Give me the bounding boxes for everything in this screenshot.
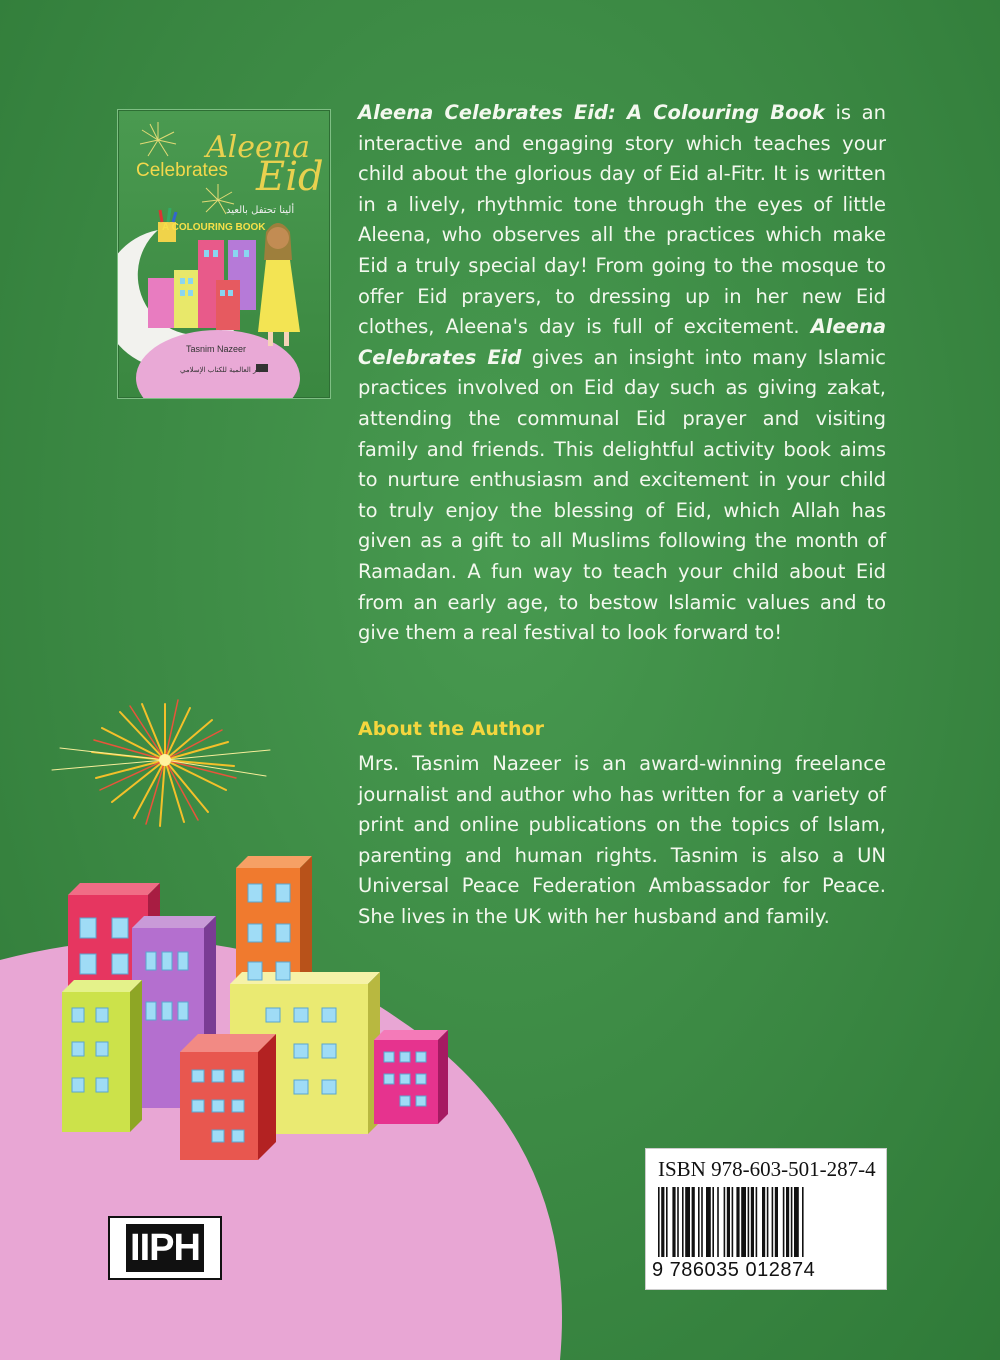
thumbnail-arabic-title: ألينا تحتفل بالعيد (226, 205, 295, 216)
isbn-barcode (645, 1148, 887, 1290)
description-book-title-2: Aleena Celebrates Eid (358, 315, 886, 369)
thumbnail-author: Tasnim Nazeer (186, 344, 247, 354)
description-text-part-1: is an interactive and engaging story which teaches your child about the glorious day of Eid al-Fitr. It is written in a lively, rhythmic tone through the eyes of little Aleena, who observes all the practices which make Eid a truly special day! From going to the mosque to offer Eid prayers, to dressing up in her new Eid clothes, Aleena's day is full of excitement. (358, 101, 886, 339)
firework-burst (52, 700, 270, 826)
thumbnail-publisher-arabic: الدار العالمية للكتاب الإسلامي (180, 366, 267, 374)
about-author-heading: About the Author (358, 718, 544, 740)
isbn-label: ISBN 978-603-501-287-4 (658, 1157, 876, 1181)
description-text-part-2: gives an insight into many Islamic practices involved on Eid day such as giving zakat, attending the communal Eid prayer and visiting family and friends. This delightful activity book aims to nurture enthusiasm and excitement in your child to truly enjoy the blessing of Eid, which Allah has given as a gift to all Muslims following the month of Ramadan. A fun way to teach your child about Eid from an early age, to bestow Islamic values and to give them a real festival to look forward to! (358, 345, 886, 645)
city-illustration (0, 690, 600, 1360)
thumbnail-title-line-1: Aleena (206, 130, 310, 165)
building-coral (180, 1034, 276, 1160)
thumbnail-title-line-2: Celebrates (136, 160, 228, 181)
front-cover-thumbnail (117, 109, 331, 399)
book-description (358, 98, 886, 649)
publisher-logo (108, 1216, 222, 1280)
thumbnail-title-line-3: Eid (256, 154, 324, 200)
thumbnail-subtitle: A COLOURING BOOK (162, 222, 266, 233)
about-author-text: Mrs. Tasnim Nazeer is an award-winning freelance journalist and author who has written for a variety of print and online publications on the topics of Islam, parenting and human rights. Tasnim is also a UN Universal Peace Federation Ambassador for Peace. She lives in the UK with her husband and family. (358, 752, 886, 928)
description-book-title: Aleena Celebrates Eid: A Colouring Book (358, 101, 825, 124)
isbn-digits: 9 786035 012874 (652, 1259, 816, 1281)
publisher-logo-text: IIPH (126, 1224, 204, 1272)
barcode-bars (656, 1187, 876, 1257)
